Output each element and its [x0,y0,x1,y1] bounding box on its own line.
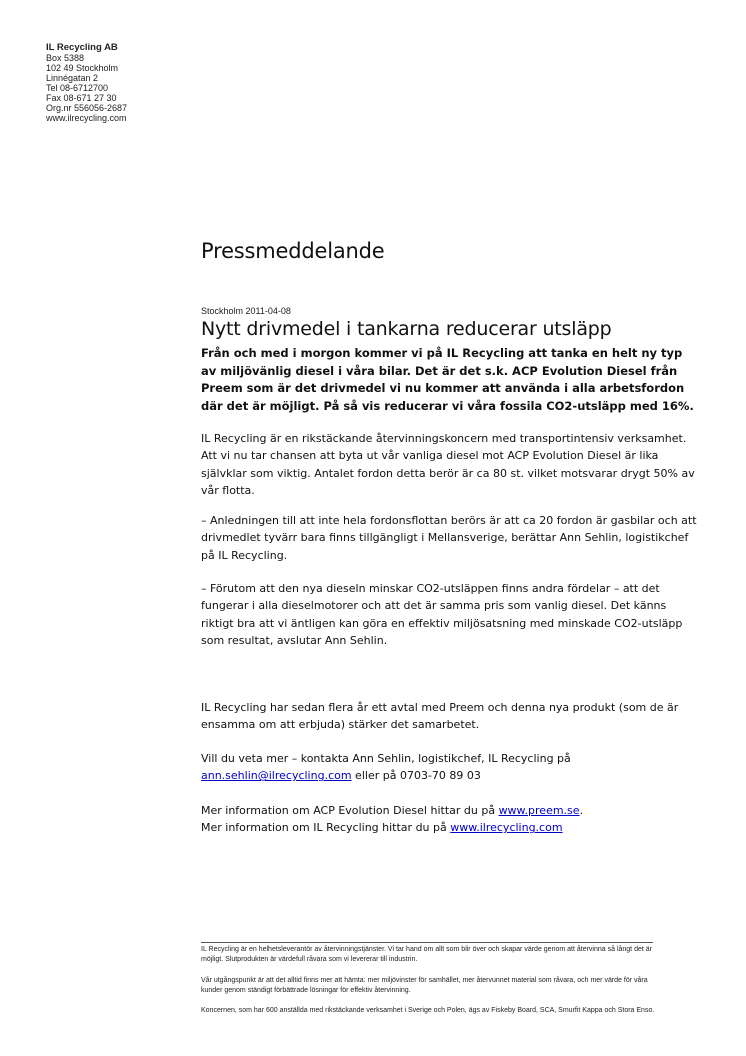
address-org-number: Org.nr 556056-2687 [46,103,128,113]
ilr-info-text: Mer information om IL Recycling hittar du på [201,821,451,835]
sender-address-block [46,43,127,123]
more-info-paragraph [201,802,701,837]
body-paragraph-2: – Anledningen till att inte hela fordonsflottan berörs är att ca 20 fordon är gasbilar och att drivmedlet tyvärr bara finns tillgängligt i Mellansverige, berättar Ann Sehlin, logistikchef på IL Recycling. [201,514,697,562]
dateline: Stockholm 2011-04-08 [201,306,291,316]
document-type-title: Pressmeddelande [201,239,385,263]
address-phone: Tel 08-6712700 [46,83,109,93]
headline: Nytt drivmedel i tankarna reducerar utsläpp [201,318,612,340]
footer-divider [201,942,653,943]
contact-email-link[interactable]: ann.sehlin@ilrecycling.com [201,769,352,783]
ilrecycling-link[interactable]: www.ilrecycling.com [450,821,563,835]
body-paragraph-1: IL Recycling är en rikstäckande återvinningskoncern med transportintensiv verksamhet. Att vi nu tar chansen att byta ut vår vanliga diesel mot ACP Evolution Diesel är lika självklar som viktig. Antalet fordon detta berör är ca 80 st. vilket motsvarar drygt 50% av vår flotta. [201,432,695,498]
address-street: Linnégatan 2 [46,73,99,83]
preem-info-text: Mer information om ACP Evolution Diesel hittar du på [201,804,499,817]
address-fax: Fax 08-671 27 30 [46,93,117,103]
address-website: www.ilrecycling.com [46,113,127,123]
address-postal: 102 49 Stockholm [46,63,119,73]
preem-info-end: . [579,804,584,817]
contact-intro: Vill du veta mer – kontakta Ann Sehlin, logistikchef, IL Recycling på [201,752,571,765]
address-box: Box 5388 [46,53,85,63]
body-paragraph-4: IL Recycling har sedan flera år ett avtal med Preem och denna nya produkt (som de är ensamma om att erbjuda) stärker det samarbetet. [201,701,679,732]
footer-paragraph-3: Koncernen, som har 600 anställda med rikstäckande verksamhet i Sverige och Polen, ägs av Fiskeby Board, SCA, Smurfit Kappa och Stora Enso. [201,1007,655,1014]
footer-paragraph-2: Vår utgångspunkt är att det alltid finns mer att hämta: mer miljövinster för samhället, mer återvunnet material som råvara, och mer värde för våra kunder genom ständigt förbättrade lösningar för effektiv återvinning. [201,977,648,994]
preem-link[interactable]: www.preem.se [498,804,580,817]
footer-paragraph-1: IL Recycling är en helhetsleverantör av återvinningstjänster. Vi tar hand om allt som blir över och skapar värde genom att återvinna så långt det är möjligt. Slutprodukten är värdefull råvara som vi levererar till industrin. [201,946,652,963]
company-name: IL Recycling AB [46,42,118,53]
contact-paragraph [201,750,701,785]
lead-paragraph: Från och med i morgon kommer vi på IL Recycling att tanka en helt ny typ av miljövänlig diesel i våra bilar. Det är det s.k. ACP Evolution Diesel från Preem som är det drivmedel vi nu kommer att använda i alla arbetsfordon där det är möjligt. På så vis reducerar vi våra fossila CO2-utsläpp med 16%. [201,346,694,413]
contact-phone: eller på 0703-70 89 03 [351,769,481,783]
body-paragraph-3: – Förutom att den nya dieseln minskar CO2-utsläppen finns andra fördelar – att det fungerar i alla dieselmotorer och att det är samma pris som vanlig diesel. Det känns riktigt bra att vi äntligen kan göra en effektiv miljösatsning med minskade CO2-utsläpp som resultat, avslutar Ann Sehlin. [201,582,683,648]
